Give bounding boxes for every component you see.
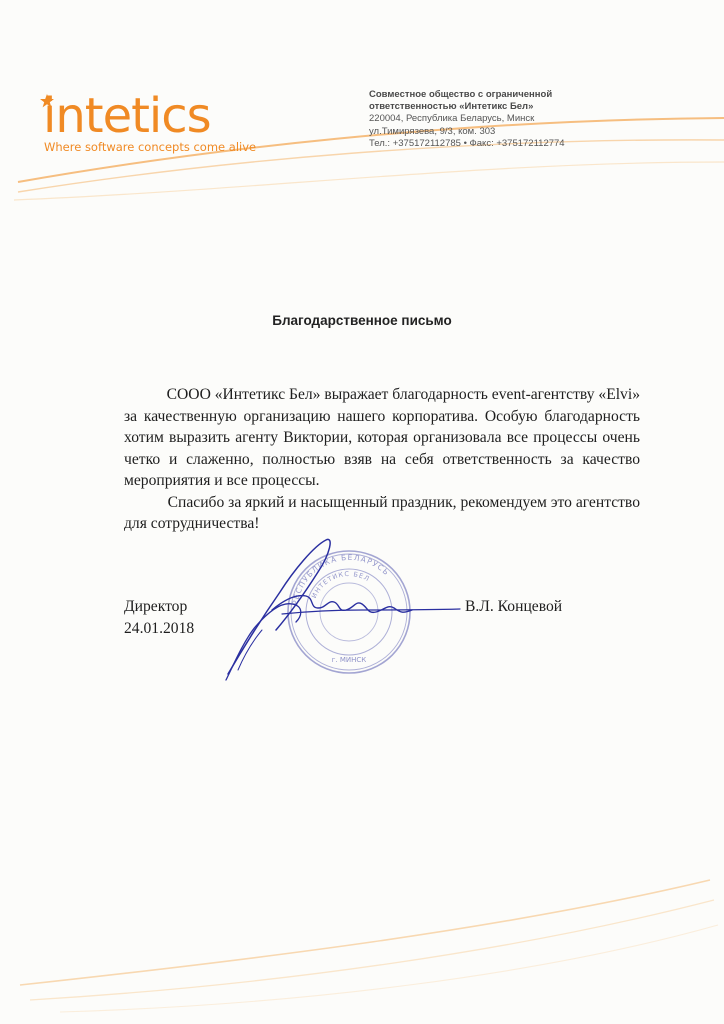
paragraph-1 bbox=[124, 384, 640, 492]
paragraph-1-first-line: СООО «Интетикс Бел» выражает благодарность event-агентству «Elvi» bbox=[166, 386, 640, 403]
stamp-inner-text: ИНТЕТИКС БЕЛ bbox=[310, 569, 372, 600]
paragraph-1-rest: за качественную организацию нашего корпоратива. Особую благодарность хотим выразить агенту Виктории, которая организовала все процессы очень четко и слаженно, полностью взяв на себя ответственность за качество мероприятия и все процессы. bbox=[124, 407, 640, 489]
logo-wordmark: intetics bbox=[43, 88, 211, 144]
signer-position: Директор bbox=[124, 598, 188, 615]
paragraph-2 bbox=[124, 492, 640, 535]
company-name-line2: ответственностью «Интетикс Бел» bbox=[369, 101, 534, 113]
contacts-line: Тел.: +375172112785 • Факс: +375172112774 bbox=[369, 137, 565, 149]
company-requisites bbox=[369, 89, 689, 150]
address-line1: 220004, Республика Беларусь, Минск bbox=[369, 113, 535, 125]
handwritten-signature bbox=[222, 530, 462, 690]
stamp-city: г. МИНСК bbox=[331, 656, 367, 664]
company-logo bbox=[40, 88, 255, 158]
signer-name: В.Л. Концевой bbox=[465, 598, 563, 615]
letter-title: Благодарственное письмо bbox=[272, 313, 452, 328]
paragraph-2-first-line: Спасибо за яркий и насыщенный праздник, рекомендуем это агентство bbox=[167, 493, 640, 511]
letter-body bbox=[124, 384, 640, 535]
stamp-outer-text: РЕСПУБЛИКА БЕЛАРУСЬ bbox=[290, 552, 392, 606]
letter-date: 24.01.2018 bbox=[124, 620, 195, 637]
paragraph-2-rest: для сотрудничества! bbox=[124, 515, 260, 532]
address-line2: ул.Тимирязева, 9/3, ком. 303 bbox=[369, 125, 496, 137]
company-name-line1: Совместное общество с ограниченной bbox=[369, 89, 553, 100]
logo-tagline: Where software concepts come alive bbox=[44, 140, 257, 154]
signature-block bbox=[124, 596, 194, 640]
